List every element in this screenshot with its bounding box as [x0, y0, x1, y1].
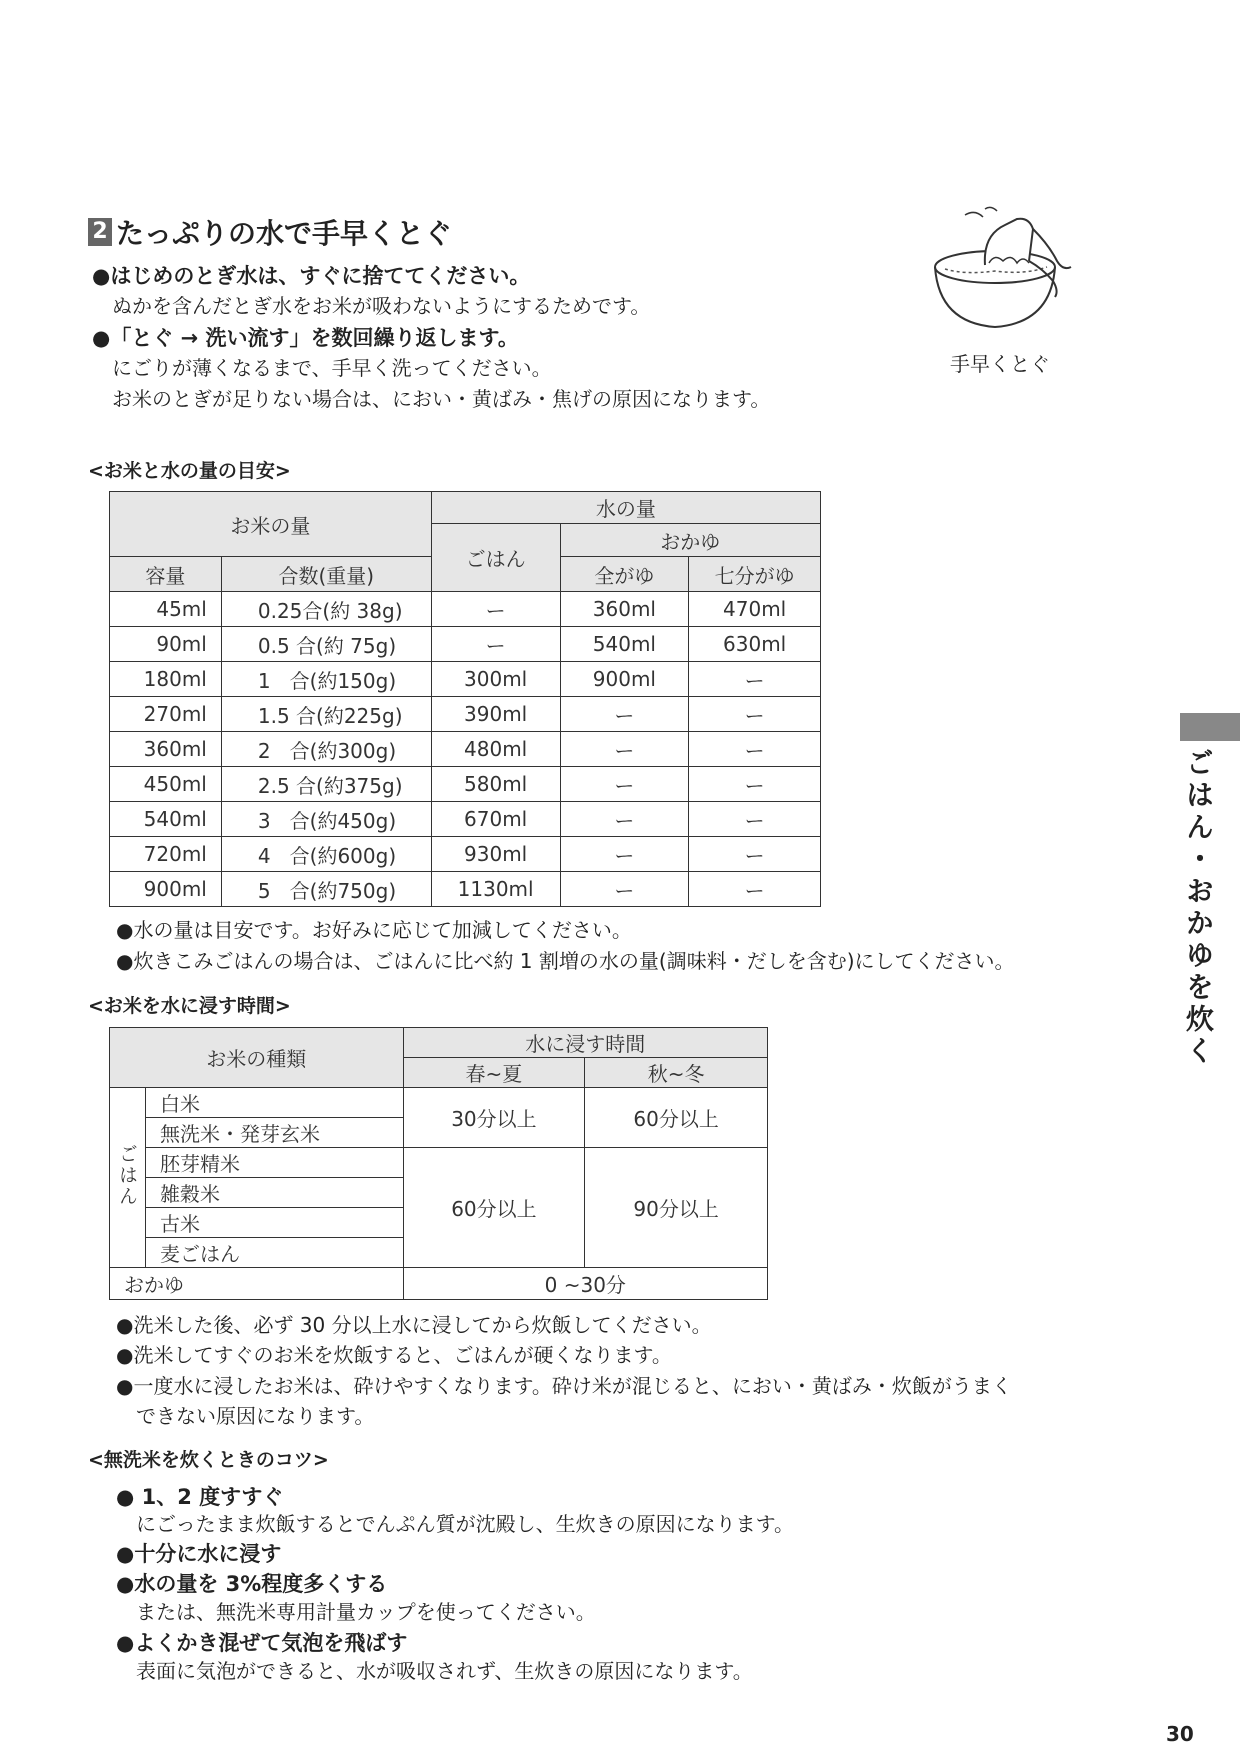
header-okayu: おかゆ: [560, 524, 820, 557]
intro-bullet-1-body: ぬかを含んだとぎ水をお米が吸わないようにするためです。: [112, 294, 651, 318]
soak-note-1: ●洗米した後、必ず 30 分以上水に浸してから炊飯してください。: [116, 1313, 712, 1337]
cell-time-spring: 30分以上: [403, 1088, 585, 1148]
cell-gou: 5 合(約750g): [221, 872, 431, 907]
header-spring-summer: 春~夏: [403, 1058, 585, 1088]
okayu-label: おかゆ: [110, 1268, 404, 1300]
header-water-amount: 水の量: [431, 492, 820, 524]
header-gou: 合数(重量): [221, 557, 431, 592]
cell-gou: 2 合(約300g): [221, 732, 431, 767]
intro-bullet-2-body-1: にごりが薄くなるまで、手早く洗ってください。: [112, 356, 552, 380]
cell-volume: 900ml: [110, 872, 222, 907]
header-autumn-winter: 秋~冬: [585, 1058, 768, 1088]
side-tab-label: ごはん・おかゆを炊く: [1182, 748, 1215, 1068]
cell-gohan: ー: [431, 627, 560, 662]
musenmai-tip-4-body: 表面に気泡ができると、水が吸収されず、生炊きの原因になります。: [136, 1659, 753, 1683]
header-volume: 容量: [110, 557, 222, 592]
cell-time-spring: 60分以上: [403, 1148, 585, 1268]
rice-type-item: 古米: [145, 1208, 403, 1238]
cell-gou: 2.5 合(約375g): [221, 767, 431, 802]
cell-gohan: 300ml: [431, 662, 560, 697]
illustration-caption: 手早くとぐ: [950, 352, 1050, 376]
group-gohan-label: ごはん: [115, 1143, 138, 1207]
cell-zengayu: ー: [560, 697, 689, 732]
cell-volume: 45ml: [110, 592, 222, 627]
cell-volume: 450ml: [110, 767, 222, 802]
section-title-text: たっぷりの水で手早くとぐ: [116, 217, 453, 250]
cell-gou: 0.5 合(約 75g): [221, 627, 431, 662]
cell-volume: 90ml: [110, 627, 222, 662]
musenmai-tip-2: ●十分に水に浸す: [116, 1542, 282, 1566]
cell-time-autumn: 90分以上: [585, 1148, 768, 1268]
washing-rice-bowl-icon: [925, 205, 1075, 345]
soak-note-3b: できない原因になります。: [136, 1404, 375, 1428]
table-row: [110, 592, 821, 627]
cell-zengayu: 900ml: [560, 662, 689, 697]
musenmai-heading: <無洗米を炊くときのコツ>: [88, 1449, 329, 1471]
intro-bullet-2-head: ●「とぐ → 洗い流す」を数回繰り返します。: [92, 326, 519, 350]
soak-note-2: ●洗米してすぐのお米を炊飯すると、ごはんが硬くなります。: [116, 1343, 672, 1367]
intro-bullet-1-head: ●はじめのとぎ水は、すぐに捨ててください。: [92, 264, 531, 288]
musenmai-tip-3-body: または、無洗米専用計量カップを使ってください。: [136, 1600, 596, 1624]
cell-shichibugayu: ー: [689, 767, 821, 802]
cell-gou: 3 合(約450g): [221, 802, 431, 837]
cell-gohan: 670ml: [431, 802, 560, 837]
cell-zengayu: ー: [560, 837, 689, 872]
table-row: [110, 1148, 768, 1178]
table-row: [110, 1268, 768, 1300]
page-number: 30: [1166, 1722, 1194, 1746]
musenmai-tip-1-body: にごったまま炊飯するとでんぷん質が沈殿し、生炊きの原因になります。: [136, 1512, 794, 1536]
cell-shichibugayu: ー: [689, 802, 821, 837]
cell-gou: 4 合(約600g): [221, 837, 431, 872]
cell-shichibugayu: 630ml: [689, 627, 821, 662]
cell-zengayu: ー: [560, 802, 689, 837]
header-gohan: ごはん: [431, 524, 560, 592]
cell-volume: 360ml: [110, 732, 222, 767]
cell-gou: 1.5 合(約225g): [221, 697, 431, 732]
cell-volume: 180ml: [110, 662, 222, 697]
table-row: [110, 767, 821, 802]
cell-gou: 0.25合(約 38g): [221, 592, 431, 627]
rice-type-item: 胚芽精米: [145, 1148, 403, 1178]
cell-shichibugayu: ー: [689, 732, 821, 767]
cell-shichibugayu: ー: [689, 837, 821, 872]
water-table-heading: <お米と水の量の目安>: [88, 460, 291, 482]
header-shichibugayu: 七分がゆ: [689, 557, 821, 592]
musenmai-tip-4: ●よくかき混ぜて気泡を飛ばす: [116, 1631, 408, 1655]
table-row: [110, 872, 821, 907]
cell-zengayu: 540ml: [560, 627, 689, 662]
cell-gohan: ー: [431, 592, 560, 627]
rice-type-item: 無洗米・発芽玄米: [145, 1118, 403, 1148]
cell-zengayu: ー: [560, 872, 689, 907]
header-rice-type: お米の種類: [110, 1028, 404, 1088]
cell-volume: 540ml: [110, 802, 222, 837]
table-row: [110, 627, 821, 662]
water-note-1: ●水の量は目安です。お好みに応じて加減してください。: [116, 918, 632, 942]
header-soak-time: 水に浸す時間: [403, 1028, 767, 1058]
cell-gohan: 580ml: [431, 767, 560, 802]
cell-shichibugayu: ー: [689, 662, 821, 697]
cell-gohan: 930ml: [431, 837, 560, 872]
table-row: [110, 662, 821, 697]
soak-time-table: [109, 1027, 768, 1300]
water-amount-table: [109, 491, 821, 907]
table-row: [110, 697, 821, 732]
cell-volume: 720ml: [110, 837, 222, 872]
okayu-time: 0 ~30分: [403, 1268, 767, 1300]
table-row: [110, 1088, 768, 1118]
section-title: [88, 212, 452, 252]
cell-zengayu: ー: [560, 732, 689, 767]
table-row: [110, 732, 821, 767]
section-number: 2: [88, 218, 112, 246]
musenmai-tip-1: ● 1、2 度すすぐ: [116, 1485, 284, 1509]
cell-gohan: 1130ml: [431, 872, 560, 907]
musenmai-tip-3: ●水の量を 3%程度多くする: [116, 1572, 388, 1596]
cell-zengayu: ー: [560, 767, 689, 802]
cell-shichibugayu: ー: [689, 697, 821, 732]
cell-shichibugayu: 470ml: [689, 592, 821, 627]
intro-bullet-2-body-2: お米のとぎが足りない場合は、におい・黄ばみ・焦げの原因になります。: [112, 387, 771, 411]
cell-gou: 1 合(約150g): [221, 662, 431, 697]
header-zengayu: 全がゆ: [560, 557, 689, 592]
cell-volume: 270ml: [110, 697, 222, 732]
soak-table-heading: <お米を水に浸す時間>: [88, 995, 291, 1017]
cell-gohan: 480ml: [431, 732, 560, 767]
cell-zengayu: 360ml: [560, 592, 689, 627]
cell-shichibugayu: ー: [689, 872, 821, 907]
rice-type-item: 麦ごはん: [145, 1238, 403, 1268]
rice-type-item: 白米: [145, 1088, 403, 1118]
header-rice-amount: お米の量: [110, 492, 432, 557]
soak-note-3a: ●一度水に浸したお米は、砕けやすくなります。砕け米が混じると、におい・黄ばみ・炊飯がうまく: [116, 1374, 1012, 1398]
rice-type-item: 雑穀米: [145, 1178, 403, 1208]
table-row: [110, 802, 821, 837]
cell-gohan: 390ml: [431, 697, 560, 732]
group-gohan: [110, 1088, 146, 1268]
side-tab-marker: [1180, 713, 1240, 741]
water-note-2: ●炊きこみごはんの場合は、ごはんに比べ約 1 割増の水の量(調味料・だしを含む)にしてください。: [116, 949, 1015, 973]
table-row: [110, 837, 821, 872]
cell-time-autumn: 60分以上: [585, 1088, 768, 1148]
